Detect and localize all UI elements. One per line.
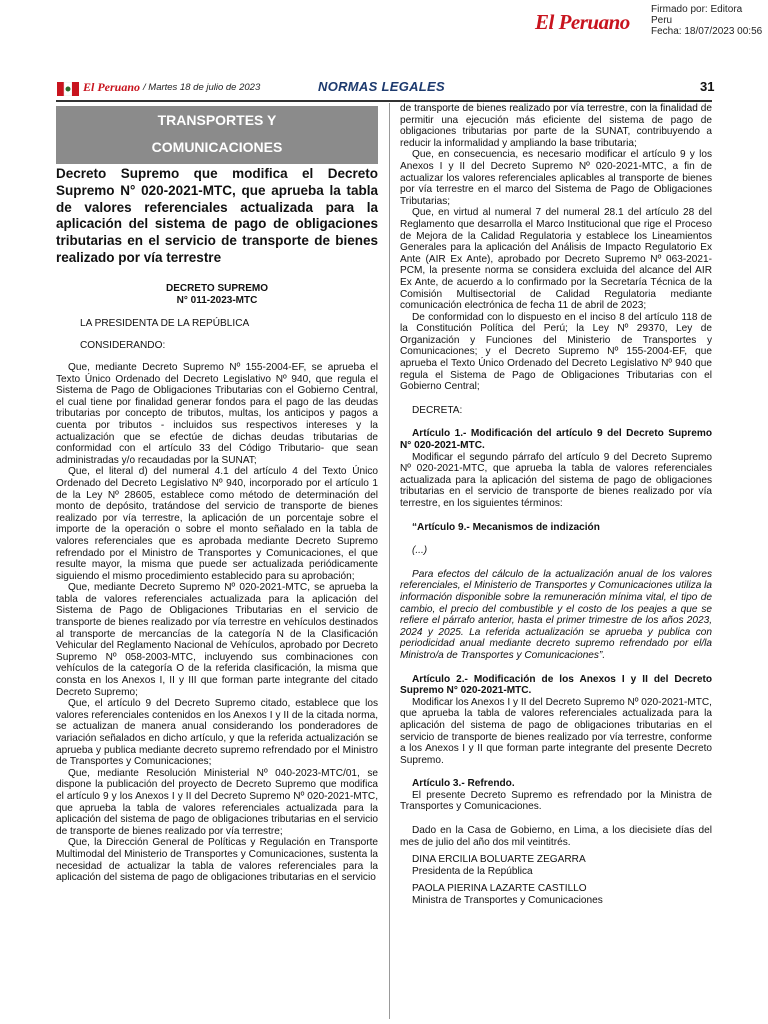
signer-1-role: Presidenta de la República — [412, 865, 533, 877]
article-2-text: Modificar los Anexos I y II del Decreto Supremo Nº 020-2021-MTC, que aprueba la tabla de valores referenciales actualizada para la aplicación del sistema de pago de obligaciones tributarias en el servicio de transporte de bienes realizado por vía terrestre, conforme a los Anexos I y II que forman parte integrante del presente Decreto Supremo. — [400, 696, 712, 766]
signature-line: Firmado por: Editora — [651, 4, 743, 15]
article-1-text: Modificar el segundo párrafo del artículo 9 del Decreto Supremo Nº 020-2021-MTC, que aprueba la tabla de valores referenciales actualizada para la aplicación del sistema de pago de obligaciones tributarias en el servicio de transporte de bienes realizado por vía terrestre, en los siguientes términos: — [400, 451, 712, 509]
paragraph: Que, la Dirección General de Políticas y Regulación en Transporte Multimodal del Ministerio de Transportes y Comunicaciones, sustenta la necesidad de actualizar la tabla de valores referenciales para la aplicación del sistema de pago de obligaciones tributarias en el servicio — [56, 837, 378, 884]
quote-heading: “Artículo 9.- Mecanismos de indización — [412, 521, 600, 533]
column-divider — [389, 103, 390, 1019]
article-3-heading: Artículo 3.- Refrendo. — [412, 778, 515, 790]
quote-ellipsis: (...) — [412, 545, 428, 557]
issuer: LA PRESIDENTA DE LA REPÚBLICA — [80, 318, 250, 329]
right-column — [400, 103, 712, 907]
paragraph: Que, el literal d) del numeral 4.1 del artículo 4 del Texto Único Ordenado del Decreto Legislativo Nº 940, incorporado por el artículo 1 de la Ley Nº 28605, establece como método de determinación del monto de depósito, tratándose del servicio de transporte de bienes realizado por vía terrestre, la aplicación de un porcentaje sobre el importe de la operación o sobre el monto señalado en la tabla de valores referenciales que es aprobada mediante Decreto Supremo refrendado por el Ministro de Transportes y Comunicaciones, el que resulte mayor, la misma que puede ser actualizada periódicamente siguiendo el mismo procedimiento establecido para su aprobación; — [56, 466, 378, 582]
signer-2-role: Ministra de Transportes y Comunicaciones — [412, 895, 603, 907]
section-title-line1: TRANSPORTES Y — [157, 112, 277, 128]
paragraph: Que, mediante Resolución Ministerial Nº 040-2023-MTC/01, se dispone la publicación del proyecto de Decreto Supremo que modifica el artículo 9 y los Anexos I y II del Decreto Supremo Nº 020-2021-MTC, que aprueba la tabla de valores referenciales actualizada para la aplicación del sistema de pago de obligaciones tributarias en el servicio de transporte de bienes realizado por vía terrestre; — [56, 767, 378, 837]
header-section: NORMAS LEGALES — [318, 79, 445, 94]
signer-2-name: PAOLA PIERINA LAZARTE CASTILLO — [412, 883, 587, 895]
signature-line: Peru — [651, 15, 673, 26]
paragraph: De conformidad con lo dispuesto en el inciso 8 del artículo 118 de la Constitución Política del Perú; la Ley Nº 29370, Ley de Organización y Funciones del Ministerio de Transportes y Comunicaciones; y el Decreto Supremo Nº 155-2004-EF, que aprueba el Texto Único Ordenado del Decreto Legislativo Nº 940 que regula el Sistema de Pago de Obligaciones Tributarias con el Gobierno Central; — [400, 311, 712, 393]
decreta-label: DECRETA: — [412, 404, 463, 416]
header-brand: El Peruano — [83, 80, 141, 94]
given-in: Dado en la Casa de Gobierno, en Lima, a los diecisiete días del mes de julio del año dos mil veintitrés. — [400, 825, 712, 848]
article-2-heading: Artículo 2.- Modificación de los Anexos I y II del Decreto Supremo N° 020-2021-MTC. — [400, 673, 712, 697]
considering-label: CONSIDERANDO: — [80, 340, 166, 351]
paragraph: Que, mediante Decreto Supremo Nº 155-2004-EF, se aprueba el Texto Único Ordenado del Decreto Legislativo Nº 940, que regula el Sistema de Pago de Obligaciones Tributarias con el Gobierno Central, el cual tiene por finalidad generar fondos para el pago de las deudas tributarias por concepto de tributos, multas, los anticipos y pagos a cuenta por tributos - incluidos sus respectivos intereses y la actualización que se efectúe de dichas deudas tributarias de conformidad con el artículo 33 del Código Tributario- que sean administradas y/o recaudadas por la SUNAT; — [56, 362, 378, 466]
paragraph: de transporte de bienes realizado por vía terrestre, con la finalidad de permitir una ejecución más eficiente del sistema de pago de obligaciones tributarias por parte de la SUNAT, contribuyendo a reducir la informalidad y ampliando la base tributaria; — [400, 103, 712, 149]
signer-1-name: DINA ERCILIA BOLUARTE ZEGARRA — [412, 854, 586, 866]
document-title: Decreto Supremo que modifica el Decreto Supremo N° 020-2021-MTC, que aprueba la tabla de valores referenciales actualizada para la aplicación del sistema de pago de obligaciones tributarias en el servicio de transporte de bienes realizado por vía terrestre — [56, 166, 378, 265]
left-column — [56, 362, 378, 884]
signature-line: Fecha: 18/07/2023 00:56 — [651, 26, 763, 37]
article-3-text: El presente Decreto Supremo es refrendado por la Ministra de Transportes y Comunicaciones. — [400, 789, 712, 813]
digital-signature — [651, 4, 762, 37]
paragraph: Que, en virtud al numeral 7 del numeral 28.1 del artículo 28 del Reglamento que desarrolla el Marco Institucional que rige el Proceso de Mejora de la Calidad Regulatoria y establece los Lineamientos Generales para la aplicación del Análisis de Impacto Regulatorio Ex Ante (AIR Ex Ante), aprobado por Decreto Supremo Nº 063-2021-PCM, la presente norma se considera excluida del alcance del AIR Ex Ante, de acuerdo a lo confirmado por la Secretaría Técnica de la Comisión Multisectorial de Calidad Regulatoria mediante comunicación electrónica de fecha 11 de abril de 2023; — [400, 207, 712, 312]
coat-of-arms-icon — [57, 82, 79, 96]
paragraph: Que, mediante Decreto Supremo Nº 020-2021-MTC, se aprueba la tabla de valores referenciales actualizada para la aplicación del Sistema de Pago de Obligaciones Tributarias en el servicio de transporte de bienes realizado por vía terrestre en vehículos destinados al transporte de mercancías de la categoría N de la Clasificación Vehicular del Reglamento Nacional de Vehículos, aprobado por Decreto Supremo Nº 058-2003-MTC, incluyendo sus combinaciones con vehículos de la categoría O de la referida clasificación, la misma que consta en los Anexos I, II y III que forman parte integrante del citado Decreto Supremo; — [56, 582, 378, 698]
decree-label: DECRETO SUPREMO — [165, 283, 269, 294]
masthead-logo: El Peruano — [535, 10, 630, 34]
paragraph: Que, en consecuencia, es necesario modificar el artículo 9 y los Anexos I y II del Decreto Supremo Nº 020-2021-MTC, a fin de actualizar los valores referenciales aplicables al transporte de bienes por vía terrestre en el marco del Sistema de Pago de Obligaciones Tributarias; — [400, 149, 712, 207]
header-date: / Martes 18 de julio de 2023 — [143, 82, 261, 93]
decree-number: N° 011-2023-MTC — [176, 295, 258, 306]
section-title-line2: COMUNICACIONES — [151, 139, 283, 155]
page-number: 31 — [700, 79, 715, 94]
article-1-heading: Artículo 1.- Modificación del artículo 9 del Decreto Supremo N° 020-2021-MTC. — [400, 428, 712, 452]
paragraph: Que, el artículo 9 del Decreto Supremo citado, establece que los valores referenciales contenidos en los Anexos I y II de la citada norma, se actualizan de manera anual considerando los ponderadores de variación señalados en dicho artículo, y que la referida actualización se aprueba y publica mediante decreto supremo refrendado por el Ministro de Transportes y Comunicaciones; — [56, 698, 378, 768]
quote-text: Para efectos del cálculo de la actualización anual de los valores referenciales, el Ministerio de Transportes y Comunicaciones utiliza la información disponible sobre la remuneración mínima vital, el tipo de cambio, el precio del combustible y el costo de los peajes a que se refiere el párrafo anterior, hasta el primer trimestre de los años 2023, 2024 y 2025. La referida actualización se aprueba y publica con periodicidad anual mediante decreto supremo refrendado por el/la Ministro/a de Transportes y Comunicaciones”. — [400, 568, 712, 661]
